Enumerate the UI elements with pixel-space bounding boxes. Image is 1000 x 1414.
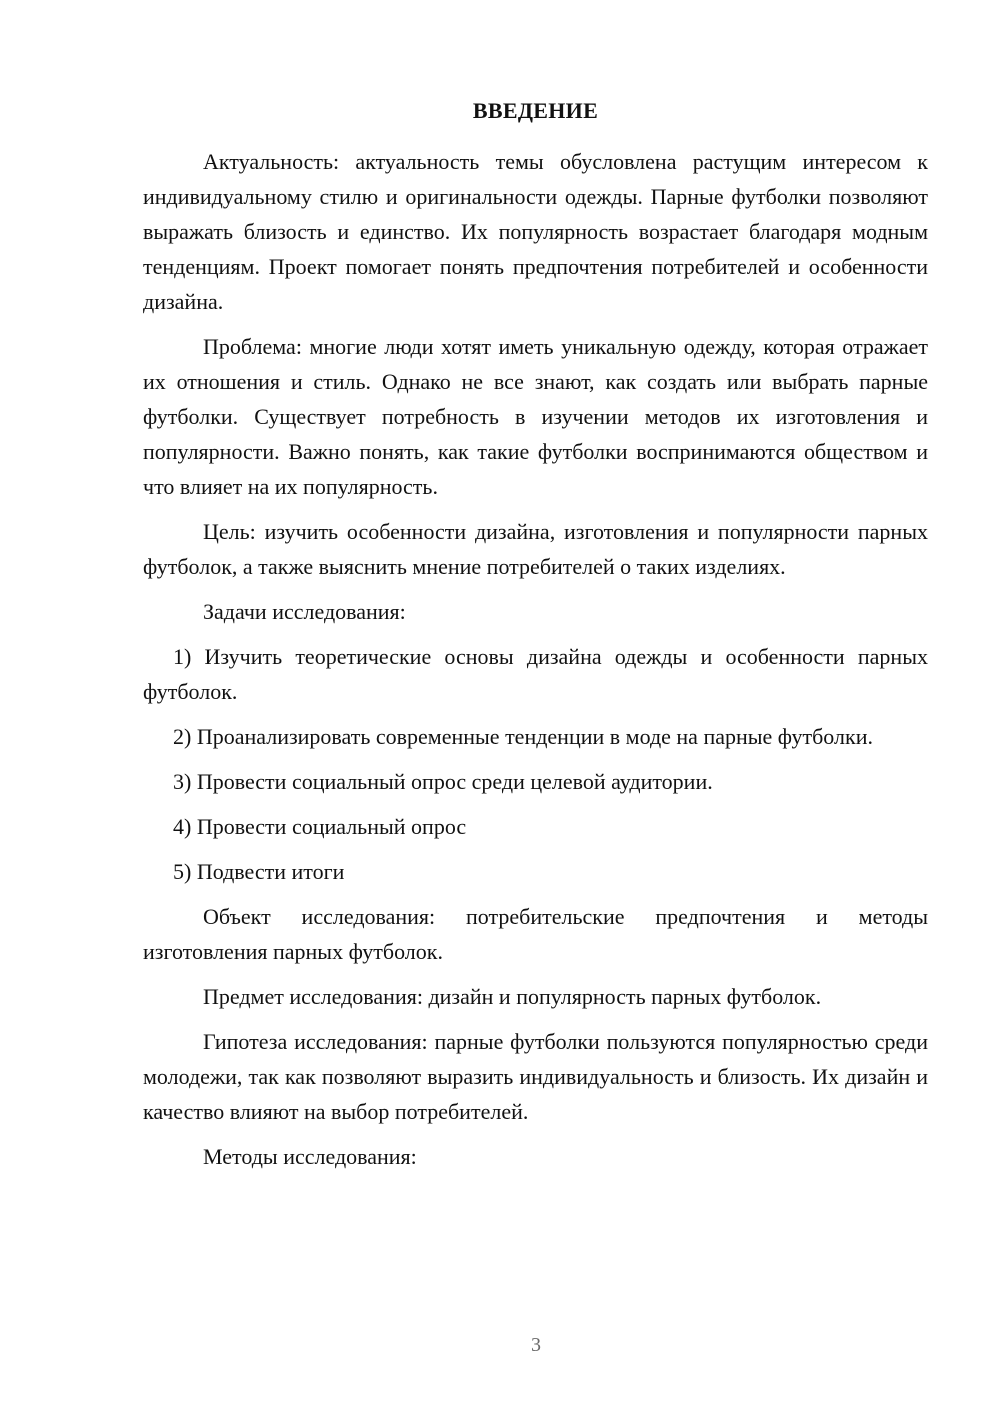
methods-heading: Методы исследования: [203, 1144, 417, 1169]
paragraph-hypothesis: Гипотеза исследования: парные футболки пользуются популярностью среди молодежи, так как позволяют выразить индивидуальность и близость. Их дизайн и качество влияют на выбор потребителей. [143, 1029, 928, 1124]
task-item-2: 2) Проанализировать современные тенденции в моде на парные футболки. [173, 724, 873, 749]
paragraph-relevance: Актуальность: актуальность темы обусловлена растущим интересом к индивидуальному стилю и оригинальности одежды. Парные футболки позволяют выражать близость и единство. Их популярность возрастает благодаря модным тенденциям. Проект помогает понять предпочтения потребителей и особенности дизайна. [143, 149, 928, 314]
task-item-1: 1) Изучить теоретические основы дизайна одежды и особенности парных футболок. [143, 644, 928, 704]
page-number: 3 [531, 1334, 541, 1356]
task-item-3: 3) Провести социальный опрос среди целевой аудитории. [173, 769, 713, 794]
paragraph-object: Объект исследования: потребительские предпочтения и методы изготовления парных футболок. [143, 904, 928, 964]
page-title: ВВЕДЕНИЕ [472, 98, 599, 123]
tasks-heading: Задачи исследования: [203, 599, 406, 624]
paragraph-problem: Проблема: многие люди хотят иметь уникальную одежду, которая отражает их отношения и стиль. Однако не все знают, как создать или выбрать парные футболки. Существует потребность в изучении методов их изготовления и популярности. Важно понять, как такие футболки воспринимаются обществом и что влияет на их популярность. [143, 334, 928, 499]
paragraph-subject: Предмет исследования: дизайн и популярность парных футболок. [203, 984, 822, 1009]
task-item-4: 4) Провести социальный опрос [173, 814, 467, 839]
paragraph-goal: Цель: изучить особенности дизайна, изготовления и популярности парных футболок, а также выяснить мнение потребителей о таких изделиях. [143, 519, 928, 579]
page-content [143, 96, 928, 1184]
task-item-5: 5) Подвести итоги [173, 859, 345, 884]
